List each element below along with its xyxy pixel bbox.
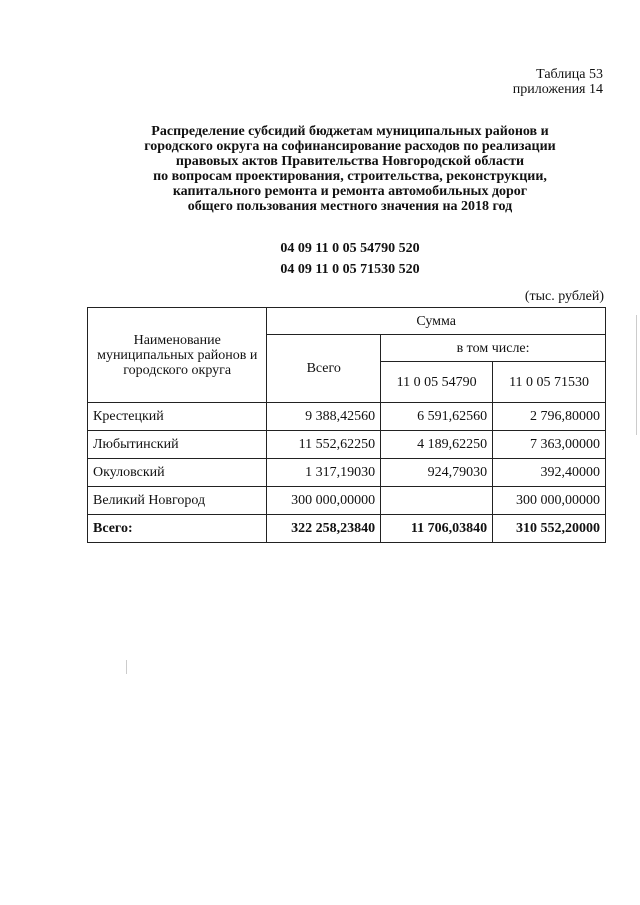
row-code1-value	[381, 487, 493, 515]
table-number: Таблица 53	[536, 67, 603, 82]
units-label: (тыс. рублей)	[524, 289, 604, 304]
column-header-name: Наименование муниципальных районов и городского округа	[88, 308, 267, 403]
row-total: 300 000,00000	[267, 487, 381, 515]
column-header-code1: 11 0 05 54790	[381, 362, 493, 403]
column-header-sum: Сумма	[267, 308, 606, 335]
total-label: Всего:	[88, 515, 267, 543]
table-reference	[513, 67, 603, 97]
subsidy-table	[87, 307, 606, 543]
table-row	[88, 431, 606, 459]
title-line: общего пользования местного значения на 2018 год	[187, 199, 513, 214]
title-line: Распределение субсидий бюджетам муниципальных районов и	[151, 124, 549, 139]
row-code2-value: 7 363,00000	[493, 431, 606, 459]
total-code2-value: 310 552,20000	[493, 515, 606, 543]
row-code1-value: 6 591,62560	[381, 403, 493, 431]
row-total: 1 317,19030	[267, 459, 381, 487]
scan-mark	[636, 315, 637, 435]
row-name: Крестецкий	[88, 403, 267, 431]
column-header-code2: 11 0 05 71530	[493, 362, 606, 403]
row-name: Великий Новгород	[88, 487, 267, 515]
header-row	[88, 308, 606, 335]
total-code1-value: 11 706,03840	[381, 515, 493, 543]
title-line: городского округа на софинансирование расходов по реализации	[144, 139, 556, 154]
row-code2-value: 300 000,00000	[493, 487, 606, 515]
table-row	[88, 459, 606, 487]
row-name: Окуловский	[88, 459, 267, 487]
row-code1-value: 924,79030	[381, 459, 493, 487]
total-row	[88, 515, 606, 543]
table-row	[88, 403, 606, 431]
title-line: по вопросам проектирования, строительства, реконструкции,	[153, 169, 547, 184]
document-title	[80, 124, 620, 214]
row-total: 11 552,62250	[267, 431, 381, 459]
grand-total: 322 258,23840	[267, 515, 381, 543]
row-code2-value: 2 796,80000	[493, 403, 606, 431]
budget-code: 04 09 11 0 05 54790 520	[280, 241, 420, 256]
column-header-including: в том числе:	[381, 335, 606, 362]
appendix-number: приложения 14	[512, 82, 603, 97]
budget-codes	[80, 238, 620, 280]
row-name: Любытинский	[88, 431, 267, 459]
title-line: капитального ремонта и ремонта автомобильных дорог	[172, 184, 528, 199]
budget-code: 04 09 11 0 05 71530 520	[280, 262, 420, 277]
row-total: 9 388,42560	[267, 403, 381, 431]
table-row	[88, 487, 606, 515]
row-code2-value: 392,40000	[493, 459, 606, 487]
title-line: правовых актов Правительства Новгородской области	[175, 154, 525, 169]
scan-mark	[126, 660, 127, 674]
column-header-total: Всего	[267, 335, 381, 403]
row-code1-value: 4 189,62250	[381, 431, 493, 459]
